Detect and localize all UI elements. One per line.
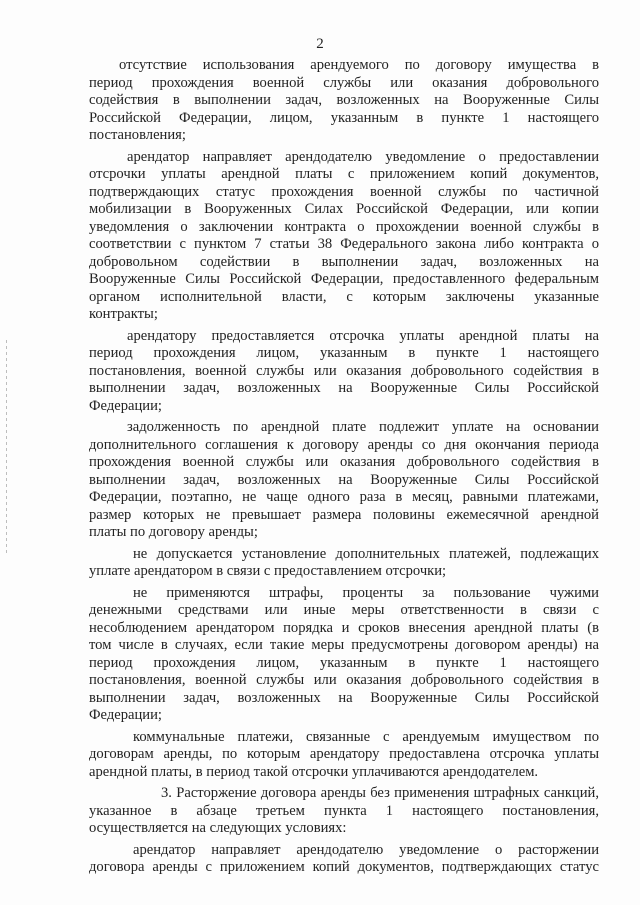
text-line: соответствии с пунктом 7 статьи 38 Федерального закона либо контракта о: [89, 236, 599, 252]
text-line: отсрочки уплаты арендной платы с приложением копий документов,: [89, 166, 599, 182]
text-line: постановления;: [89, 127, 186, 143]
text-line: несоблюдением арендатором порядка и сроков внесения арендной платы (в: [89, 619, 599, 636]
text-line: содействия в выполнении задач, возложенных на Вооруженные Силы: [89, 92, 599, 108]
text-line: постановления, военной службы или оказания добровольного содействия в: [89, 672, 599, 688]
text-line: период прохождения военной службы или оказания добровольного: [89, 74, 599, 91]
text-line: отсутствие использования арендуемого по договору имущества в: [119, 57, 599, 73]
text-line: мобилизации в Вооруженных Силах Российской Федерации, или копии: [89, 201, 599, 217]
text-line: договора аренды с приложением копий документов, подтверждающих статус: [89, 859, 599, 875]
text-line: не применяются штрафы, проценты за пользование чужими: [133, 584, 599, 601]
text-line: арендатор направляет арендодателю уведомление о расторжении: [133, 841, 599, 858]
text-line: осуществляется на следующих условиях:: [89, 820, 347, 836]
text-line: Вооруженные Силы Российской Федерации, предоставленного федеральным: [89, 271, 599, 287]
text-line: 3. Расторжение договора аренды без применения штрафных санкций,: [161, 785, 599, 801]
text-line: арендной платы, в период такой отсрочки уплачиваются арендодателем.: [89, 763, 539, 780]
text-line: договорам аренды, по которым арендатору предоставлена отсрочка уплаты: [89, 746, 599, 762]
text-line: задолженность по арендной плате подлежит уплате на основании: [127, 419, 599, 435]
text-line: выполнении задач, возложенных на Вооруженные Силы Российской: [89, 380, 599, 396]
text-line: Федерации, поэтапно, не чаще одного раза в месяц, равными платежами,: [89, 489, 599, 505]
text-line: платы по договору аренды;: [89, 524, 258, 540]
text-line: том числе в случаях, если такие меры предусмотрены договором аренды) на: [89, 637, 599, 653]
text-line: постановления, военной службы или оказания добровольного содействия в: [89, 362, 599, 379]
text-line: размер которых не превышает размера половины ежемесячной арендной: [89, 506, 599, 523]
text-line: не допускается установление дополнительных платежей, подлежащих: [133, 545, 599, 562]
text-line: Федерации;: [89, 707, 162, 723]
text-line: арендатору предоставляется отсрочка уплаты арендной платы на: [127, 327, 599, 344]
text-line: период прохождения лицом, указанным в пункте 1 настоящего: [89, 654, 599, 671]
text-line: выполнении задач, возложенных на Вооруженные Силы Российской: [89, 689, 599, 706]
text-line: уплате арендатором в связи с предоставлением отсрочки;: [89, 563, 447, 579]
text-line: добровольном содействии в выполнении задач, возложенных на: [89, 253, 599, 270]
text-line: указанное в абзаце третьем пункта 1 настоящего постановления,: [89, 802, 599, 819]
text-line: контракты;: [89, 306, 158, 322]
text-line: коммунальные платежи, связанные с арендуемым имуществом по: [133, 728, 599, 745]
text-line: подтверждающих статус прохождения военной службы по частичной: [89, 183, 599, 200]
text-line: Российской Федерации, лицом, указанным в пункте 1 настоящего: [89, 109, 599, 126]
text-line: органом исполнительной власти, с которым заключены указанные: [89, 288, 599, 305]
text-line: денежными средствами или иные меры ответственности в связи с: [89, 602, 599, 618]
text-line: прохождения военной службы или оказания добровольного содействия в: [89, 454, 599, 470]
text-line: Федерации;: [89, 397, 162, 414]
text-line: уведомления о заключении контракта о прохождении военной службы в: [89, 218, 599, 235]
scan-margin-mark: [6, 340, 7, 555]
text-line: арендатор направляет арендодателю уведомление о предоставлении: [127, 148, 599, 165]
text-line: выполнении задач, возложенных на Вооруженные Силы Российской: [89, 471, 599, 488]
page-number: 2: [316, 36, 324, 52]
text-line: период прохождения лицом, указанным в пункте 1 настоящего: [89, 345, 599, 361]
text-line: дополнительного соглашения к договору аренды со дня окончания периода: [89, 436, 599, 453]
document-body: [89, 57, 599, 877]
